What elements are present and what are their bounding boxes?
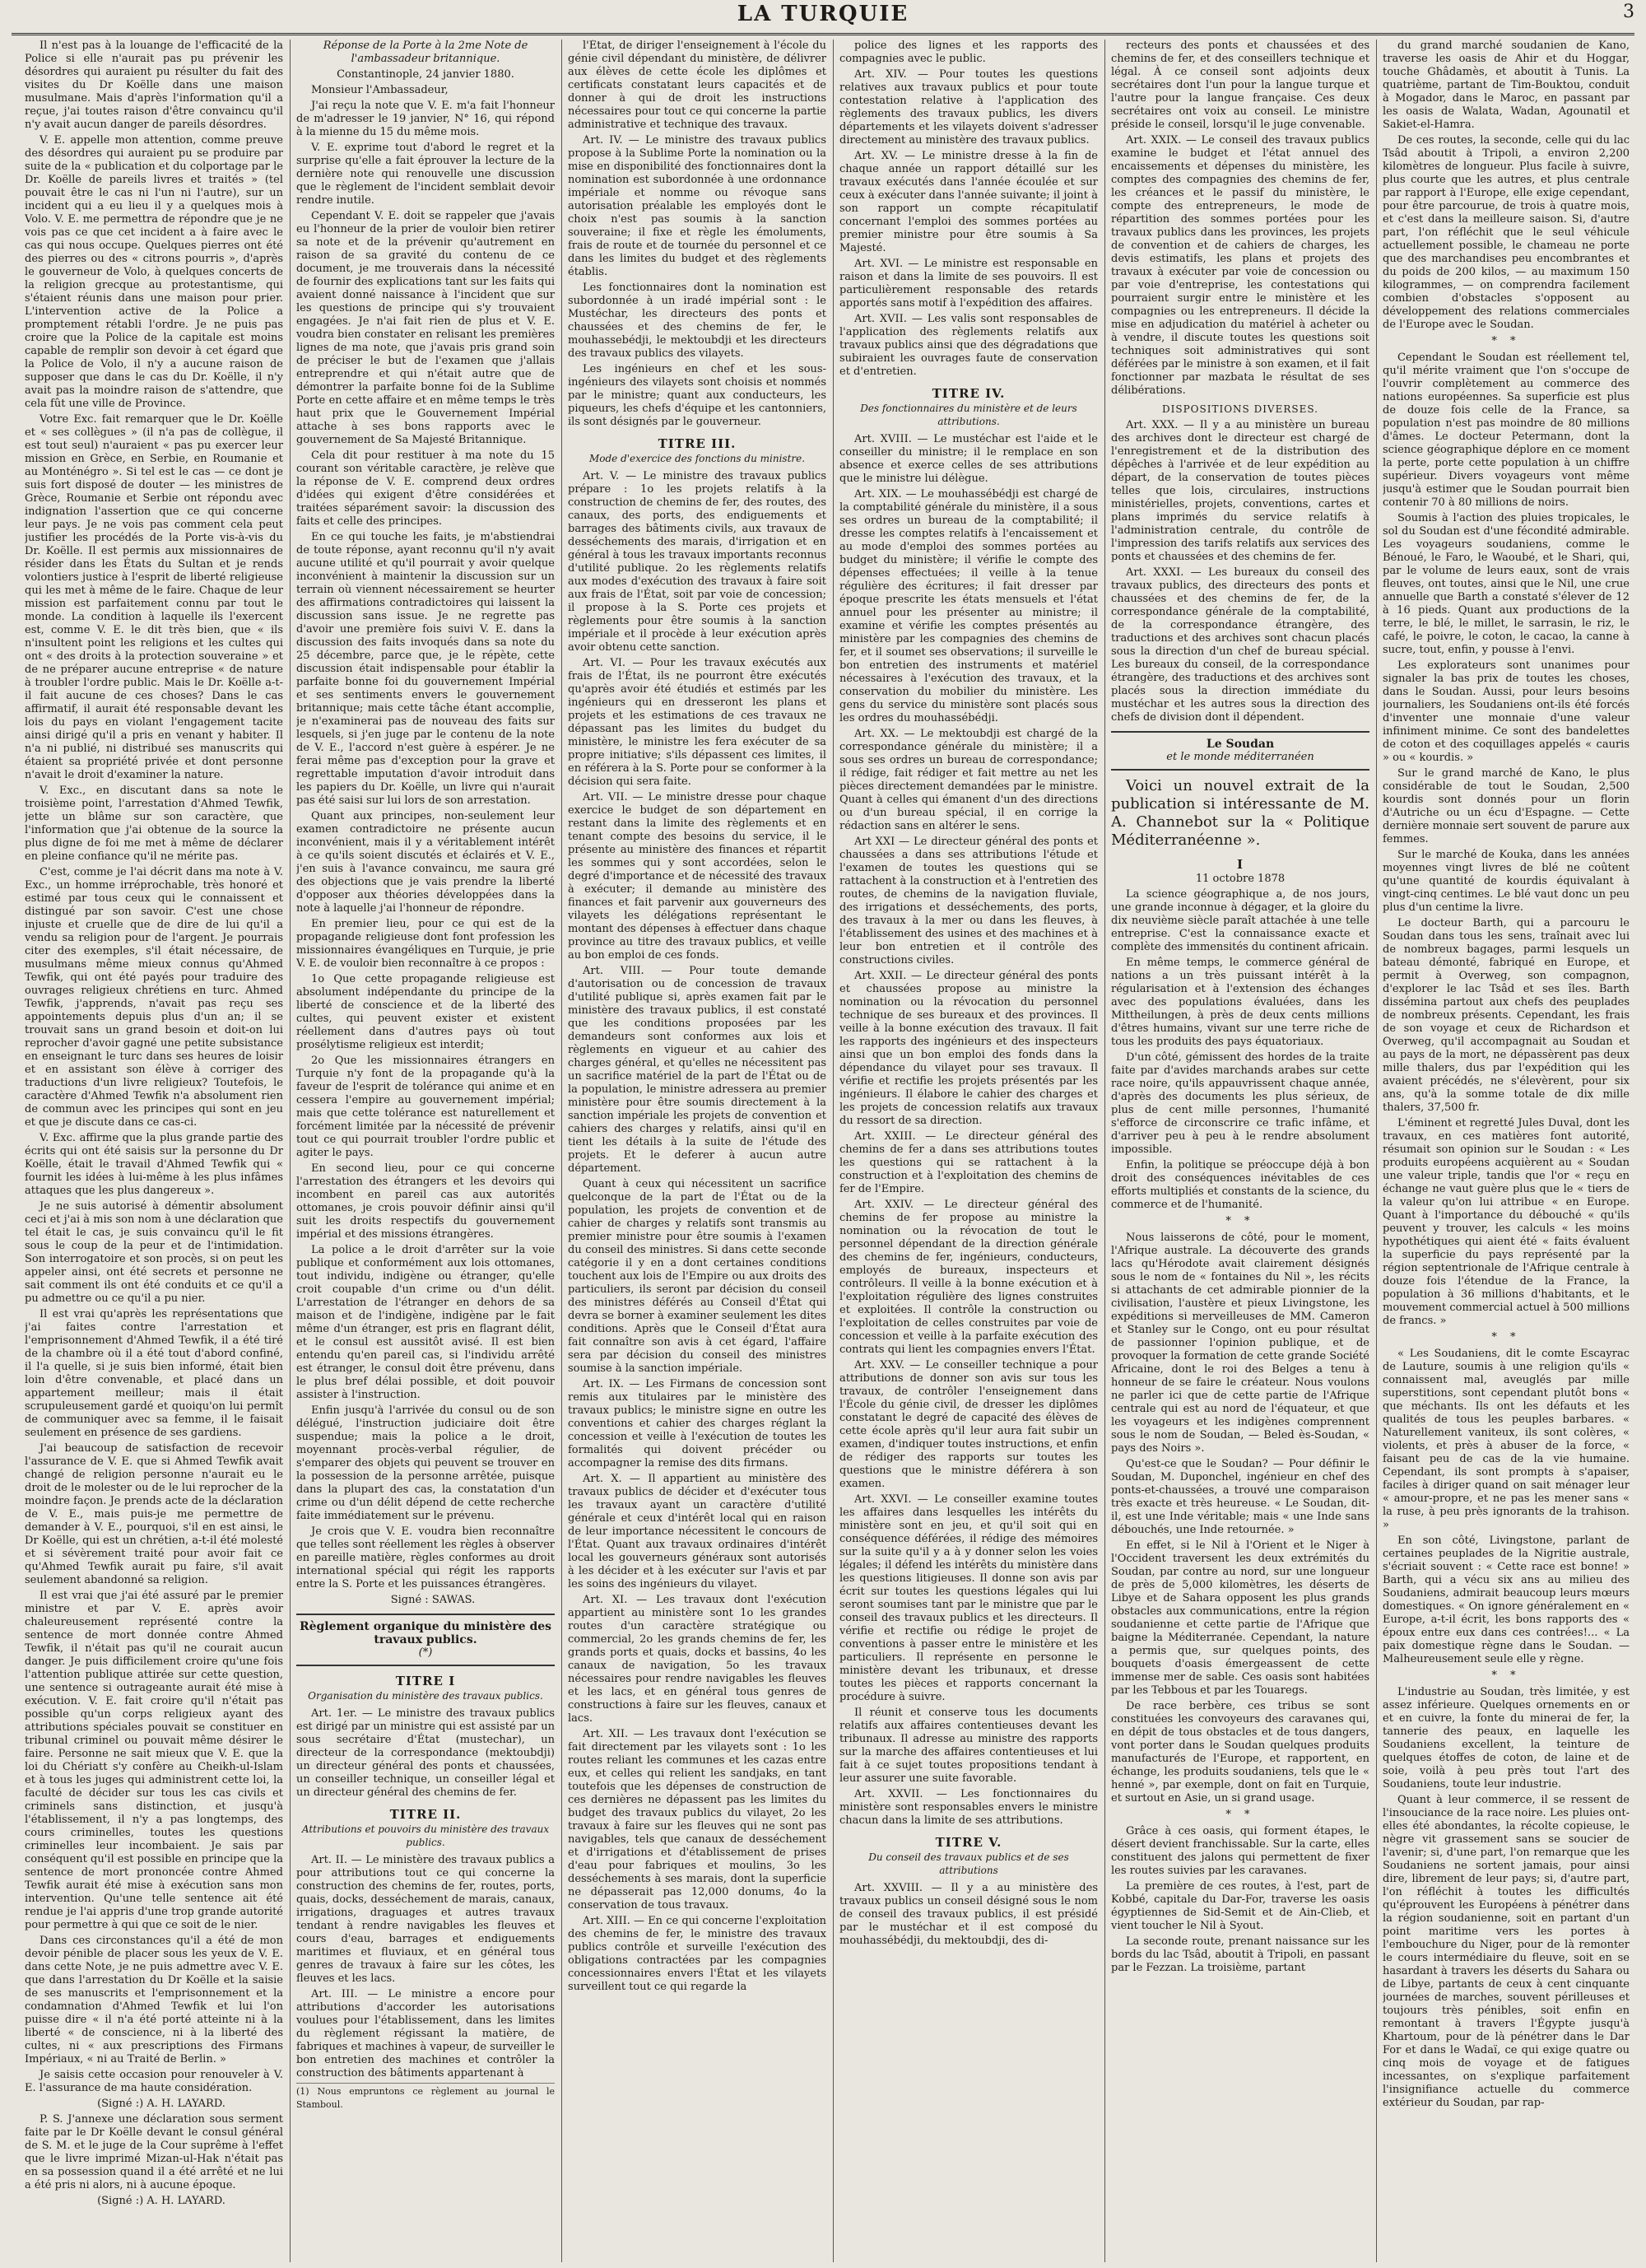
paragraph: Art. XVIII. — Le mustéchar est l'aide et le conseiller du ministre; il le remplace en son absence et exerce celles de ses attributions que le ministre lui délègue. (839, 433, 1098, 485)
paragraph: V. E. appelle mon attention, comme preuve des désordres qui auraient pu se produire par suite de la « publication et du colportage par le Dr. Koëlle de pareils livres et traités » (tel pouvait être le cas ni l'un ni l'autre), sur un incident qui a eu lieu il y a quelques mois à Volo. V. E. me permettra de répondre que je ne vois pas ce que cet incident a à faire avec le cas qui nous occupe. Quelques pierres ont été des pierres ou des « citrons pourris », d'après le gouverneur de Volo, à quelques concerts de la religion grecque au protestantisme, qui s'étaient réunis dans une maison pour prier. L'intervention active de la Police a promptement rétabli l'ordre. Je ne puis pas croire que la Police de la capitale est moins capable de remplir son devoir à cet égard que la Police de Volo, il n'y a aucune raison de supposer que dans le cas du Dr. Koëlle, il n'y avait pas la moindre raison de s'attendre, que cela fût une ville de Province. (25, 134, 283, 410)
section-divider: * * (1491, 335, 1521, 347)
paragraph: J'ai reçu la note que V. E. m'a fait l'honneur de m'adresser le 19 janvier, N° 16, qui répond à la mienne du 15 du même mois. (296, 100, 555, 138)
paragraph: Art. XXVII. — Les fonctionnaires du ministère sont responsables envers le ministre chacun dans la limite de ses attributions. (839, 1788, 1098, 1827)
paragraph: Soumis à l'action des pluies tropicales, le sol du Soudan est d'une fécondité admirable. Les voyageurs soudaniens, comme le Bénoué, le Faro, le Waoubé, et le Shari, qui, par le volume de leurs eaux, sont de vrais fleuves, ont toutes, ainsi que le Nil, une crue annuelle que Barth a constaté s'élever de 12 à 16 pieds. Quant aux productions de la terre, le blé, le millet, le sarrasin, le riz, le café, le poivre, le coton, le cacao, la canne à sucre, tout, enfin, y pousse à l'envi. (1383, 512, 1630, 656)
paragraph: Les fonctionnaires dont la nomination est subordonnée à un iradé impérial sont : le Mustéchar, les directeurs des ponts et chaussées et des chemins de fer, le mouhassebédji, le mektoubdji et les directeurs des travaux publics des vilayets. (568, 282, 826, 360)
titre-heading: TITRE IV. (932, 386, 1006, 401)
paragraph: Art XXI — Le directeur général des ponts et chaussées a dans ses attributions l'étude et l'examen de toutes les questions qui se rattachent à la construction et à l'entretien des routes, de chemins de la navigation fluviale, des irrigations et desséchements, des ports, des travaux à la mer ou dans les fleuves, à l'établissement des usines et des machines et à leur bon entretien et il contrôle des constructions civiles. (839, 836, 1098, 966)
signature: (Signé :) A. H. LAYARD. (97, 2195, 226, 2207)
paragraph: recteurs des ponts et chaussées et des chemins de fer, et des conseillers technique et légal. À ce conseil sont adjoints deux secrétaires dont l'un pour la langue turque et l'autre pour la langue française. Ces deux secrétaires ont voix au conseil. Le ministre préside le conseil, lorsqu'il le juge convenable. (1111, 40, 1369, 131)
paragraph: V. E. exprime tout d'abord le regret et la surprise qu'elle a fait éprouver la lecture de la dernière note qui renouvelle une discussion que le règlement de l'incident semblait devoir rendre inutile. (296, 142, 555, 207)
paragraph: Je saisis cette occasion pour renouveler à V. E. l'assurance de ma haute considération. (25, 2069, 283, 2094)
roman-numeral: I (1236, 857, 1244, 872)
titre-subheading: Des fonctionnaires du ministère et de leurs attributions. (860, 403, 1077, 427)
paragraph: l'État, de diriger l'enseignement à l'école du génie civil dépendant du ministère, de délivrer aux élèves de cette école les diplômes et certificats constatant leurs capacités et de donner à qui de droit les instructions nécessaires pour tout ce qui concerne la partie administrative et technique des travaux. (568, 40, 826, 131)
paragraph: Art. V. — Le ministre des travaux publics prépare : 1o les projets relatifs à la construction de chemins de fer, des routes, des canaux, des ports, des endiguements et barrages des bâtiments civils, aux travaux de desséchements des marais, d'irrigation et en général à tous les travaux importants reconnus d'utilité publique. 2o les règlements relatifs aux modes d'exécution des travaux à faire soit aux frais de l'État, soit par voie de concession; il propose à la S. Porte ces projets et règlements pour être soumis à la sanction impériale et il procède à leur exécution après avoir obtenu cette sanction. (568, 470, 826, 654)
section-divider: * * (1491, 1670, 1521, 1682)
soudan-intro: Voici un nouvel extrait de la publication si intéressante de M. A. Channebot sur la « Politique Méditerranéenne ». (1111, 777, 1369, 849)
columns-container (25, 40, 1631, 2262)
paragraph: Art. XXIX. — Le conseil des travaux publics examine le budget et l'état annuel des encaissements et dépenses du ministère, les comptes des compagnies des chemins de fer, les créances et le passif du ministère, le compte des entrepreneurs, le mode de répartition des sommes portées pour les travaux publics dans les provinces, les projets de convention et de cahiers de charges, les devis estimatifs, les plans et projets des travaux à exécuter par voie de concession ou par voie d'entreprise, les contestations qui pourraient surgir entre le ministère et les compagnies ou les entrepreneurs. Il décide la mise en adjudication du matériel à acheter ou à vendre, il discute toutes les questions soit techniques soit administratives qui sont déférées par le ministre à son examen, et il fait fonctionner par mazbata le résultat de ses délibérations. (1111, 134, 1369, 397)
paragraph: Sur le marché de Kouka, dans les années moyennes vingt livres de blé ne coûtent qu'une quantité de kourdis équivalant à vingt-cinq centimes. Le blé vaut donc un peu plus d'un centime la livre. (1383, 849, 1630, 914)
paragraph: Nous laisserons de côté, pour le moment, l'Afrique australe. La découverte des grands lacs qu'Hérodote avait clairement désignés sous le nom de « fontaines du Nil », les récits si attachants de cet admirable pionnier de la civilisation, l'austère et pieux Livingstone, les expéditions si merveilleuses de MM. Cameron et Stanley sur le Congo, ont eu pour résultat de passionner l'opinion publique, et de provoquer la formation de cette grande Société Africaine, dont le roi des Belges a tenu à honneur de se faire le créateur. Nous voulons ne parler ici que de cette partie de l'Afrique centrale qui est au nord de l'équateur, et que les voyageurs et les indigènes comprennent sous le nom de Soudan, — Beled ès-Soudan, « pays des Noirs ». (1111, 1232, 1369, 1455)
page-number: 3 (1623, 2, 1634, 22)
column-2 (296, 40, 555, 2262)
column-divider (833, 40, 834, 2262)
article-heading: Réponse de la Porte à la 2me Note de l'ambassadeur britannique. (323, 40, 528, 65)
column-divider (1376, 40, 1377, 2262)
regulation-title-box (296, 1614, 555, 1666)
header-rule (12, 33, 1634, 35)
postscript: P. S. J'annexe une déclaration sous serment faite par le Dr Koëlle devant le consul général de S. M. et le juge de la Cour suprême à l'effet que le livre imprimé Mizan-ul-Hak n'était pas en sa possession quand il a été arrêté et ne lui a été pris ni alors, ni à aucune époque. (25, 2113, 283, 2191)
paragraph: Je ne suis autorisé à démentir absolument ceci et j'ai à mis son nom à une déclaration que tel était le cas, je suis convaincu qu'il le fit sous le coup de la peur et de l'intimidation. Son interrogatoire et son procès, si on peut les appeler ainsi, ont été secrets et personne ne sait comment ils ont été conduits et ce qu'il a pu admettre ou ce qu'il a pu nier. (25, 1200, 283, 1305)
titre-heading: TITRE III. (658, 436, 737, 451)
paragraph: Quant aux principes, non-seulement leur examen contradictoire ne présente aucun inconvénient, mais il y a véritablement intérêt à ce qu'ils soient discutés et éclairés et V. E., j'en suis à l'avance convaincu, me saura gré des objections que je vais prendre la liberté d'opposer aux théories développées dans la note à laquelle j'ai l'honneur de répondre. (296, 810, 555, 915)
paragraph: Quant à leur commerce, il se ressent de l'insouciance de la race noire. Les pluies ont-elles été abondantes, la récolte copieuse, le nègre vit grassement sans se soucier de l'avenir; si, d'une part, l'on remarque que les Soudaniens ne sortent jamais, pour ainsi dire, librement de leur pays; si, d'autre part, l'on réfléchit à toutes les difficultés qu'éprouvent les Européens à pénétrer dans la région soudanienne, soit en partant d'un point maritime vers les portes à l'embouchure du Niger, pour de là remonter le cours intermédiaire du fleuve, soit en se hasardant à travers les déserts du Sahara ou de Libye, partants de ceux à cent cinquante journées de marches, souvent périlleuses et toujours très pénibles, soit enfin en remontant à travers l'Égypte jusqu'à Khartoum, pour de là pénétrer dans le Dar For et dans le Wadaï, ce qui exige quatre ou cinq mois de voyage et de fatigues incessantes, on s'explique parfaitement l'insignifiance actuelle du commerce extérieur du Soudan, par rap- (1383, 1794, 1630, 2109)
paragraph: « Les Soudaniens, dit le comte Escayrac de Lauture, soumis à une religion qu'ils « connaissent mal, aveuglés par mille superstitions, sont cependant plutôt bons « que méchants. Ils ont les défauts et les qualités de tous les peuples barbares. « Naturellement vaniteux, ils sont colères, « violents, et près à abuser de la force, « faisant peu de cas de la vie humaine. Cependant, ils sont prompts à s'apaiser, faciles à diriger quand on sait ménager leur « amour-propre, et ne pas les mener sans « la ruse, à peu près ignorants de la trahison. » (1383, 1348, 1630, 1531)
regulation-title: Règlement organique du ministère des travaux publics. (299, 1620, 552, 1646)
paragraph: Art. XVI. — Le ministre est responsable en raison et dans la limite de ses pouvoirs. Il est particulièrement responsable des retards apportés sans motif à l'expédition des affaires. (839, 258, 1098, 310)
paragraph: Il est vrai qu'après les représentations que j'ai faites contre l'arrestation et l'emprisonnement d'Ahmed Tewfik, il a été tiré de la chambre où il a été tout d'abord confiné, il l'a quelle, si je suis bien informé, était bien loin d'être convenable, et placé dans un appartement meilleur; mais il était scrupuleusement gardé et quoiqu'on lui permît de communiquer avec sa femme, il le faisait seulement en présence de ses gardiens. (25, 1308, 283, 1439)
paragraph: Dans ces circonstances qu'il a été de mon devoir pénible de placer sous les yeux de V. E. dans cette Note, je ne puis admettre avec V. E. que dans l'arrestation du Dr Koëlle et la saisie de ses manuscrits et l'emprisonnement et la condamnation d'Ahmed Tewfik et lui l'on puisse dire « il n'a été porté atteinte ni à la liberté « de conscience, ni à la liberté des cultes, ni « aux prescriptions des Firmans Impériaux, « ni au Traité de Berlin. » (25, 1935, 283, 2065)
paragraph: Enfin jusqu'à l'arrivée du consul ou de son délégué, l'instruction judiciaire doit être suspendue; mais la police a le droit, moyennant procès-verbal régulier, de s'emparer des objets qui peuvent se trouver en la possession de la personne arrêtée, puisque dans la plupart des cas, la constatation d'un crime ou d'un délit dépend de cette recherche faite immédiatement sur le prévenu. (296, 1404, 555, 1522)
paragraph: J'ai beaucoup de satisfaction de recevoir l'assurance de V. E. que si Ahmed Tewfik avait changé de religion personne n'aurait eu le droit de le molester ou de le lui reprocher de la moindre façon. Je prends acte de la déclaration de V. E., mais puis-je me permettre de demander à V. E., pourquoi, s'il en est ainsi, le Dr Koëlle, qui est un chrétien, a-t-il été molesté et si sévèrement traité pour avoir fait ce qu'Ahmed Tewfik aurait pu faire, s'il avait seulement abandonné sa religion. (25, 1442, 283, 1586)
titre-subheading: Attributions et pouvoirs du ministère des travaux publics. (301, 1823, 550, 1848)
paragraph: 2o Que les missionnaires étrangers en Turquie n'y font de la propagande qu'à la faveur de l'esprit de tolérance qui anime et en cessera l'empire au gouvernement impérial; mais que cette tolérance est naturellement et forcément limitée par la nécessité de prévenir tout ce qui pourrait troubler l'ordre public et agiter le pays. (296, 1055, 555, 1159)
paragraph: V. Exc. affirme que la plus grande partie des écrits qui ont été saisis sur la personne du Dr Koëlle, était le travail d'Ahmed Tewfik qui « fournit les idées à lui-même à les plus infâmes attaques que les plus dangereux ». (25, 1132, 283, 1197)
paragraph: En premier lieu, pour ce qui est de la propagande religieuse dont font profession les missionnaires évangéliques en Turquie, je prie V. E. de vouloir bien reconnaître à ce propos : (296, 918, 555, 970)
paragraph: En ce qui touche les faits, je m'abstiendrai de toute réponse, ayant reconnu qu'il n'y avait aucune utilité et qu'il pourrait y avoir quelque inconvénient à maintenir la discussion sur un terrain où viennent nécessairement se heurter des affirmations contradictoires qui laissent la discussion sans issue. Je ne regrette pas d'avoir une première fois suivi V. E. dans la discussion des faits invoqués dans sa note du 25 décembre, parce que, je le répète, cette discussion était indispensable pour établir la parfaite bonne foi du gouvernement Impérial et ses sentiments envers le gouvernement britannique; mais cette tâche étant accomplie, je n'examinerai pas de nouveau des faits sur lesquels, si j'en juge par le contenu de la note de V. E., l'accord n'est guère à espérer. Je ne ferai même pas d'exception pour la grave et regrettable imputation d'avoir introduit dans les papiers du Dr. Koëlle, un livre qui n'aurait pas été saisi sur lui lors de son arrestation. (296, 531, 555, 807)
paragraph: Art. III. — Le ministre a encore pour attributions d'accorder les autorisations voulues pour l'établissement, dans les limites du règlement régissant la matière, de fabriques et machines à vapeur, de surveiller le bon entretien des machines et contrôler la construction des bâtiments appartenant à (296, 1988, 555, 2079)
paragraph: Art. XIX. — Le mouhassébédji est chargé de la comptabilité générale du ministère, il a sous ses ordres un bureau de la comptabilité; il dresse les comptes relatifs à l'encaissement et au mode d'emploi des sommes portées au budget du ministère; il vérifie le compte des dépenses effectuées; il veille à la tenue régulière des écritures; il fait dresser par époque prescrite les états mensuels et l'état annuel pour les présenter au ministre; il examine et vérifie les comptes présentés au ministère par les compagnies des chemins de fer, et il soumet ses observations; il surveille le bon entretien des instruments et matériel nécessaires à l'exécution des travaux, et la conservation du mobilier du ministère. Les gens du service du ministère sont placés sous les ordres du mouhassébédji. (839, 488, 1098, 724)
paragraph: Art. IV. — Le ministre des travaux publics propose à la Sublime Porte la nomination ou la mise en disponibilité des fonctionnaires dont la nomination est subordonnée à une ordonnance impériale et nomme ou révoque sans autorisation préalable les employés dont le choix n'est pas soumis à la sanction souveraine; il fixe et règle les émoluments, frais de route et de tournée du personnel et ce dans les limites du budget et des règlements établis. (568, 134, 826, 278)
soudan-date: 11 octobre 1878 (1195, 873, 1286, 885)
newspaper-title: LA TURQUIE (737, 2, 909, 26)
column-1 (25, 40, 283, 2262)
footnote: (1) Nous empruntons ce règlement au journal le Stamboul. (296, 2083, 555, 2112)
paragraph: Les ingénieurs en chef et les sous-ingénieurs des vilayets sont choisis et nommés par le ministre; quant aux conducteurs, les piqueurs, les chefs d'équipe et les cantonniers, ils sont désignés par le gouverneur. (568, 363, 826, 428)
paragraph: Art. XV. — Le ministre dresse à la fin de chaque année un rapport détaillé sur les travaux exécutés dans l'année écoulée et sur ceux à exécuter dans l'année suivante; il joint à son rapport un compte récapitulatif concernant l'emploi des sommes portées au premier ministre pour être soumis à Sa Majesté. (839, 150, 1098, 254)
section-divider: * * (1491, 1331, 1521, 1344)
titre-heading: TITRE II. (389, 1807, 462, 1822)
titre-heading: TITRE I (395, 1674, 456, 1688)
paragraph: Art. XII. — Les travaux dont l'exécution se fait directement par les vilayets sont : 1o les routes reliant les communes et les cazas entre eux, et celles qui relient les sandjaks, en tant toutefois que les dépenses de construction de ces dernières ne dépassent pas les limites du budget des travaux publics du vilayet, 2o les travaux à faire sur les fleuves qui ne sont pas navigables, tels que canaux de desséchement et d'irrigations et d'établissement de prises d'eau pour fabriques et moulins, 3o les desséchements à ses marais, dont la superficie ne dépasserait pas 12,000 donums, 4o la conservation de tous travaux. (568, 1728, 826, 1912)
column-divider (290, 40, 291, 2262)
paragraph: Il réunit et conserve tous les documents relatifs aux affaires contentieuses devant les tribunaux. Il adresse au ministre des rapports sur la marche des affaires contentieuses et lui fait à ce sujet toutes propositions tendant à leur assurer une suite favorable. (839, 1707, 1098, 1785)
paragraph: C'est, comme je l'ai décrit dans ma note à V. Exc., un homme irréprochable, très honoré et estimé par tous ceux qui le connaissent et distingué par son savoir. C'est une chose injuste et cruelle que de dire de lui qu'il a vendu sa religion pour de l'argent. Je pourrais citer des exemples, s'il était nécessaire, de musulmans même mieux connus qu'Ahmed Tewfik, qui ont été payés pour traduire des ouvrages religieux chrétiens en turc. Ahmed Tewfik, j'apprends, n'avait pas reçu ses appointements depuis plus d'un an; il se trouvait sans un grand besoin et doit-on lui reprocher d'avoir gagné une petite subsistance en enseignant le turc dans ses heures de loisir et en assistant son élève à corriger des traductions d'un livre religieux? Toutefois, le caractère d'Ahmed Tewfik n'a absolument rien de commun avec les principes qui sont en jeu et que je discute dans ce cas-ci. (25, 866, 283, 1129)
regulation-note-mark: (*) (418, 1646, 433, 1659)
column-divider (1104, 40, 1105, 2262)
paragraph: En son côté, Livingstone, parlant de certaines peuplades de la Nigritie australe, s'écriait souvent : « Cette race est bonne! » Barth, qui a vécu six ans au milieu des Soudaniens, admirait beaucoup leurs mœurs domestiques. « On ignore généralement en « Europe, a-t-il écrit, les bons rapports des « époux entre eux dans ces contrées!... « La paix domestique règne dans le Soudan. — Malheureusement seule elle y règne. (1383, 1535, 1630, 1665)
paragraph: Art. XX. — Le mektoubdji est chargé de la correspondance générale du ministère; il a sous ses ordres un bureau de correspondance; il rédige, fait rédiger et fait mettre au net les pièces directement demandées par le ministre. Quant à celles qui émanent d'un des directions ou d'un bureau spécial, il en corrige la rédaction sans en altérer le sens. (839, 728, 1098, 832)
paragraph: Art. XXVIII. — Il y a au ministère des travaux publics un conseil désigné sous le nom de conseil des travaux publics, il est présidé par le mustéchar et il est composé du mouhassébédji, du mektoubdji, des di- (839, 1882, 1098, 1947)
paragraph: Art. VI. — Pour les travaux exécutés aux frais de l'État, ils ne pourront être exécutés qu'après avoir été étudiés et estimés par les ingénieurs qui en dresseront les plans et projets et les estimations de ces travaux ne dépassant pas les limites du budget du ministère, le ministre les fera exécuter de sa propre initiative; s'ils dépassent ces limites, il en référera à la S. Porte pour se conformer à la décision qui sera faite. (568, 657, 826, 788)
signature: Signé : SAWAS. (390, 1594, 476, 1606)
paragraph: 1o Que cette propagande religieuse est absolument indépendante du principe de la liberté de conscience et de la liberté des cultes, qui peuvent exister et existent réellement dans d'autres pays où tout prosélytisme religieux est interdit; (296, 973, 555, 1051)
paragraph: Art. XXIII. — Le directeur général des chemins de fer a dans ses attributions toutes les questions qui se rattachent à la construction et à l'exploitation des chemins de fer de l'Empire. (839, 1130, 1098, 1195)
soudan-title-box (1111, 731, 1369, 771)
paragraph: Grâce à ces oasis, qui forment étapes, le désert devient franchissable. Sur la carte, elles constituent des jalons qui permettent de fixer les routes suivies par les caravanes. (1111, 1825, 1369, 1877)
paragraph: Il est vrai que j'ai été assuré par le premier ministre et par V. E. après avoir chaleureusement représenté contre la sentence de mort donnée contre Ahmed Tewfik, il n'était pas qu'il ne courait aucun danger. Je puis difficilement croire qu'une fois l'attention publique attirée sur cette question, une sentence si outrageante aurait été mise à exécution. V. E. fait croire qu'il n'était pas possible qu'un corps religieux ayant des attributions spéciales pouvait se constituer en tribunal criminel ou pouvait même désirer le faire. Personne ne sait mieux que V. E. que la loi du Chériatt s'y confère au Cheikh-ul-Islam et à tous les juges qui administrent cette loi, la faculté de décider sur tous les cas civils et criminels sans distinction, et jusqu'à l'établissement, il n'y a pas longtemps, des cours criminelles, toutes les questions criminelles leur incombaient. Je sais par conséquent qu'il est possible en principe que la sentence de mort prononcée contre Ahmed Tewfik aurait été mise à exécution sans mon intervention. Qu'une telle sentence ait été rendue je l'ai appris d'une trop grande autorité pour permettre à qui que ce soit de le nier. (25, 1590, 283, 1931)
titre-subheading: Du conseil des travaux publics et de ses attributions (868, 1851, 1069, 1876)
paragraph: La police a le droit d'arrêter sur la voie publique et conformément aux lois ottomanes, tout individu, indigène ou étranger, qu'elle croit coupable d'un crime ou d'un délit. L'arrestation de l'étranger en dehors de sa maison et de l'indigène, indigène par le fait même d'un étranger, est pris en flagrant délit, et le consul est aussitôt avisé. Il est bien entendu qu'en pareil cas, si l'individu arrêté est étranger, le consul doit être prévenu, dans le plus bref délai possible, et doit pouvoir assister à l'instruction. (296, 1244, 555, 1401)
paragraph: Art. XXII. — Le directeur général des ponts et chaussées propose au ministre la nomination ou la révocation du personnel technique de ses bureaux et des provinces. Il veille à la bonne exécution des travaux. Il fait les rapports des ingénieurs et des inspecteurs ainsi que un bon emploi des fonds dans la dépendance du vilayet pour ses travaux. Il vérifie et rectifie les projets présentés par les ingénieurs. Il élabore le cahier des charges et les projets de concession relatifs aux travaux du ressort de sa direction. (839, 970, 1098, 1127)
paragraph: V. Exc., en discutant dans sa note le troisième point, l'arrestation d'Ahmed Tewfik, jette un blâme sur son caractère, que l'information que j'ai obtenue de la source la plus digne de foi me met à même de déclarer en pleine confiance qu'il ne mérite pas. (25, 785, 283, 863)
paragraph: Les explorateurs sont unanimes pour signaler la bas prix de toutes les choses, dans le Soudan. Aussi, pour leurs besoins journaliers, les Soudaniens ont-ils été forcés d'inventer une monnaie d'une valeur infiniment minime. Ce sont des bandelettes de coton et des coquillages appelés « cauris » ou « kourdis. » (1383, 659, 1630, 764)
paragraph: Je crois que V. E. voudra bien reconnaître que telles sont réellement les règles à observer en pareille matière, règles conformes au droit international spécial qui régit les rapports entre la S. Porte et les puissances étrangères. (296, 1525, 555, 1590)
titre-subheading: Organisation du ministère des travaux publics. (308, 1690, 543, 1702)
paragraph: La science géographique a, de nos jours, une grande inconnue à dégager, et la gloire du dix neuvième siècle paraît attachée à une telle entreprise. C'est la connaissance exacte et complète des immensités du continent africain. (1111, 888, 1369, 953)
section-divider: * * (1225, 1215, 1255, 1227)
paragraph: La seconde route, prenant naissance sur les bords du lac Tsâd, aboutit à Tripoli, en passant par le Fezzan. La troisième, partant (1111, 1935, 1369, 1974)
column-6 (1383, 40, 1630, 2262)
paragraph: Qu'est-ce que le Soudan? — Pour définir le Soudan, M. Duponchel, ingénieur en chef des ponts-et-chaussées, a trouvé une comparaison très exacte et très heureuse. « Le Soudan, dit-il, est une Inde véritable; mais « une Inde sans débouchés, une Inde retournée. » (1111, 1458, 1369, 1536)
dateline: Constantinople, 24 janvier 1880. (337, 68, 514, 81)
paragraph: police des lignes et les rapports des compagnies avec le public. (839, 40, 1098, 65)
paragraph: Art. II. — Le ministère des travaux publics a pour attributions tout ce qui concerne la construction des chemins de fer, routes, ports, quais, docks, desséchement de marais, canaux, irrigations, draguages et autres travaux tendant à rendre navigables les fleuves et cours d'eau, barrages et endiguements maritimes et fluviaux, et en général tous genres de travaux à faire sur les côtes, les fleuves et les lacs. (296, 1854, 555, 1985)
paragraph: Art. XI. — Les travaux dont l'exécution appartient au ministère sont 1o les grandes routes d'un caractère stratégique ou commercial, 2o les grands chemins de fer, les grands ports et quais, docks et bassins, 4o les canaux de navigation, 5o les travaux nécessaires pour rendre navigables les fleuves et les lacs, et en général tous genres de constructions à faire sur les fleuves, canaux et lacs. (568, 1594, 826, 1725)
paragraph: Art. XVII. — Les valis sont responsables de l'application des règlements relatifs aux travaux publics ainsi que des dégradations que subiraient les ouvrages faute de conservation et d'entretien. (839, 313, 1098, 378)
soudan-subtitle: et le monde méditerranéen (1166, 751, 1314, 763)
column-3 (568, 40, 826, 2262)
column-5 (1111, 40, 1369, 2262)
paragraph: du grand marché soudanien de Kano, traverse les oasis de Ahir et du Hoggar, touche Ghâdamès, et aboutit à Tunis. La quatrième, partant de Tim-Bouktou, conduit à Mogador, dans le Maroc, en passant par les oasis de Walata, Wadan, Agounatil et Sakiet-el-Hamra. (1383, 40, 1630, 131)
dispositions-heading: DISPOSITIONS DIVERSES. (1162, 403, 1318, 415)
paragraph: Quant à ceux qui nécessitent un sacrifice quelconque de la part de l'État ou de la population, les projets de convention et de cahier de charges y relatifs sont transmis au premier ministre pour être soumis à l'examen du conseil des ministres. Si dans cette seconde catégorie il y en a dont certaines conditions touchent aux lois de l'Empire ou aux droits des particuliers, ils seront par décision du conseil des ministres déférés au Conseil d'État qui devra se borner à examiner seulement les dites conditions. Après que le Conseil d'État aura fait connaître son avis à cet égard, l'affaire sera par décision du conseil des ministres soumise à la sanction impériale. (568, 1178, 826, 1375)
paragraph: Art. XIV. — Pour toutes les questions relatives aux travaux publics et pour toute contestation relative à l'application des règlements des travaux publics, les divers départements et les vilayets doivent s'adresser directement au ministère des travaux publics. (839, 68, 1098, 147)
paragraph: Cependant V. E. doit se rappeler que j'avais eu l'honneur de la prier de vouloir bien retirer sa note et de la prévenir qu'autrement en raison de sa gravité du contenu de ce document, je me trouverais dans la nécessité de fournir des explications tant sur les faits qui avaient donné naissance à l'incident que sur les questions de principe qui s'y trouvaient engagées. Je n'ai fait rien de plus et V. E. voudra bien constater en relisant les premières lignes de ma note, que j'avais pris grand soin de préciser le but de l'examen que j'allais entreprendre et qui n'était autre que de démontrer la parfaite bonne foi de la Sublime Porte en cette affaire et en même temps le très haut prix que le Gouvernement Impérial attache à ses bons rapports avec le gouvernement de Sa Majesté Britannique. (296, 210, 555, 446)
paragraph: Art. XXXI. — Les bureaux du conseil des travaux publics, des directeurs des ponts et chaussées et des chemins de fer, de la correspondance générale de la comptabilité, de la correspondance étrangère, des traductions et des archives sont chacun placés sous la direction d'un chef de bureau spécial. Les bureaux du conseil, de la correspondance étrangère, des traductions et des archives sont placés sous la direction immédiate du mustéchar et les autres sous la direction des chefs de division dont il dépendent. (1111, 566, 1369, 724)
paragraph: En même temps, le commerce général de nations a un très puissant intérêt à la régularisation et à l'extension des échanges avec des populations évaluées, dans les Mittheilungen, à près de deux cents millions d'êtres humains, vivant sur une terre riche de tous les produits des pays équatoriaux. (1111, 957, 1369, 1048)
column-divider (561, 40, 562, 2262)
paragraph: Art. XIII. — En ce qui concerne l'exploitation des chemins de fer, le ministre des travaux publics contrôle et surveille l'exécution des obligations contractées par les compagnies concessionnaires envers l'État et les vilayets surveillent tout ce qui regarde la (568, 1915, 826, 1993)
section-divider: * * (1225, 1809, 1255, 1821)
column-4 (839, 40, 1098, 2262)
paragraph: De ces routes, la seconde, celle qui du lac Tsâd aboutit à Tripoli, a environ 2,200 kilomètres de longueur. Plus facile à suivre, plus courte que les autres, et plus centrale par rapport à l'Europe, elle exige cependant, pour être parcourue, de trois à quatre mois, et c'est dans la meilleure saison. Si, d'autre part, l'on réfléchit que le seul véhicule actuellement possible, le chameau ne porte que des marchandises peu encombrantes et du poids de 200 kilos, — au maximum 150 kilogrammes, — on comprendra facilement combien d'obstacles s'opposent au développement des relations commerciales de l'Europe avec le Soudan. (1383, 134, 1630, 331)
signature: (Signé :) A. H. LAYARD. (97, 2098, 226, 2110)
paragraph: Cependant le Soudan est réellement tel, qu'il mérite vraiment que l'on s'occupe de l'ouvrir complètement au commerce des nations européennes. Sa superficie est plus de douze fois celle de la France, sa population n'est pas moindre de 80 millions d'âmes. Le docteur Petermann, dont la science géographique déplore en ce moment la perte, porte cette population à un chiffre supérieur. Divers voyageurs vont même jusqu'à estimer que le Soudan pourrait bien contenir 70 à 80 millions de noirs. (1383, 352, 1630, 509)
paragraph: L'industrie au Soudan, très limitée, y est assez inférieure. Quelques ornements en or et en cuivre, la fonte du minerai de fer, la tannerie des peaux, en laquelle les Soudaniens excellent, la teinture de quelques étoffes de coton, de laine et de soie, voilà à peu près tout l'art des Soudaniens, toute leur industrie. (1383, 1686, 1630, 1791)
paragraph: L'éminent et regretté Jules Duval, dont les travaux, en ces matières font autorité, résumait son opinion sur le Soudan : « Les produits européens acquièrent au « Soudan une valeur triple, tandis que l'or « reçu en échange ne vaut guère plus que le « tiers de la valeur qu'on lui attribue « en Europe. Quant à l'importance du débouché « qu'ils peuvent y trouver, les calculs « les moins hypothétiques qui aient été « faits évaluent la superficie du pays représenté par la région septentrionale de l'Afrique centrale à douze fois l'étendue de la France, la population à 36 millions d'habitants, et le mouvement commercial actuel à 500 millions de francs. » (1383, 1117, 1630, 1327)
titre-subheading: Mode d'exercice des fonctions du ministre. (588, 453, 806, 464)
paragraph: Enfin, la politique se préoccupe déjà à bon droit des conséquences inévitables de ces efforts multipliés et constants de la science, du commerce et de l'humanité. (1111, 1159, 1369, 1211)
paragraph: Art. IX. — Les Firmans de concession sont remis aux titulaires par le ministère des travaux publics; le ministre signe en outre les conventions et cahier des charges réglant la concession et veille à l'exécution de toutes les formalités qui doivent précéder ou accompagner la remise des dits firmans. (568, 1378, 826, 1469)
paragraph: Art. XXX. — Il y a au ministère un bureau des archives dont le directeur est chargé de l'enregistrement et de la distribution des dépêches à l'arrivée et de leur expédition au départ, de la conservation de toutes pièces telles que lois, circulaires, instructions ministérielles, projets, conventions, cartes et plans imprimés du service relatifs à l'administration centrale, du contrôle de l'impression des tarifs relatifs aux services des ponts et chaussées et des chemins de fer. (1111, 419, 1369, 563)
paragraph: Sur le grand marché de Kano, le plus considérable de tout le Soudan, 2,500 kourdis sont donnés pour un florin d'Autriche ou un écu d'Espagne. — Cette dernière monnaie sert souvent de parure aux femmes. (1383, 767, 1630, 845)
paragraph: Art. XXVI. — Le conseiller examine toutes les affaires dans lesquelles les intérêts du ministère sont en jeu, et qu'il soit qui en conséquence déférées, il rédige des mémoires sur la suite qu'il y a à y donner selon les voies légales; il défend les intérêts du ministère dans les questions litigieuses. Il donne son avis par écrit sur toutes les questions légales qui lui seront soumises tant par le ministre que par le conseil des travaux publics et les directeurs. Il vérifie et rectifie ou rédige le projet de conventions à passer entre le ministère et les particuliers. Il représente en personne le ministère devant les tribunaux, et dresse toutes les pièces et rapports concernant la procédure à suivre. (839, 1493, 1098, 1703)
paragraph: Votre Exc. fait remarquer que le Dr. Koëlle et « ses collègues » (il n'a pas de collègue, il est tout seul) n'auraient « pas pu exercer leur mission en Grèce, en Serbie, en Roumanie et au Monténégro ». Si tel est le cas — ce dont je suis fort disposé de douter — les ministres de Grèce, Roumanie et Serbie ont répondu avec indignation l'assertion que ce qui concerne leur pays. Je ne vois pas comment cela peut justifier les procédés de la Porte vis-à-vis du Dr. Koëlle. Il est permis aux missionnaires de résider dans les États du Sultan et je rends volontiers justice à l'esprit de liberté religieuse qui les met à même de le faire. Chaque de leur mission est parfaitement connu par tout le monde. La condition à laquelle ils l'exercent est, comme V. E. le dit très bien, que « ils n'insultent point les religions et les cultes qui ont « des droits à la protection souveraine » et de ne préparer aucune entreprise « de nature à troubler l'ordre public. Mais le Dr. Koëlle a-t-il fait aucune de ces choses? Dans le cas affirmatif, il aurait été responsable devant les lois du pays en violant l'engagement tacite ainsi dirigé qu'il a pris en venant y habiter. Il n'a ni publié, ni distribué ses manuscrits qui étaient sa propriété privée et dont personne n'avait le droit d'examiner la nature. (25, 413, 283, 781)
salutation: Monsieur l'Ambassadeur, (311, 84, 449, 96)
paragraph: Art. X. — Il appartient au ministère des travaux publics de décider et d'exécuter tous les travaux ayant un caractère d'utilité générale et ceux d'intérêt local qui en raison de leur importance nécessitent le concours de l'État. Quant aux travaux ordinaires d'intérêt local les gouverneurs généraux sont autorisés à les décider et à les exécuter sur l'avis et par les soins des ingénieurs du vilayet. (568, 1473, 826, 1590)
paragraph: Le docteur Barth, qui a parcouru le Soudan dans tous les sens, traînait avec lui de nombreux bagages, parmi lesquels un bateau démonté, fabriqué en Europe, et permit à Overweg, son compagnon, d'explorer le lac Tsâd et ses îles. Barth dissémina partout aux chefs des peuplades de nombreux présents. Cependant, les frais de son voyage et ceux de Richardson et Overweg, qu'il accompagnait au Soudan et au pays de la mort, ne dépassèrent pas deux mille thalers, dus par l'expédition qui les avaient précédés, ne s'élevèrent, pour six ans, qu'à la somme totale de dix mille thalers, 37,500 fr. (1383, 917, 1630, 1114)
paragraph: D'un côté, gémissent des hordes de la traite faite par d'avides marchands arabes sur cette race noire, qu'ils appauvrissent chaque année, d'après des documents les plus sérieux, de plus de cent mille personnes, l'humanité s'efforce de circonscrire ce trafic infâme, et d'arriver peu à peu à le rendre absolument impossible. (1111, 1051, 1369, 1156)
titre-heading: TITRE V. (935, 1835, 1002, 1850)
paragraph: Il n'est pas à la louange de l'efficacité de la Police si elle n'aurait pas pu prévenir les désordres qui auraient pu résulter du fait des visites du Dr Koëlle dans une maison musulmane. Mais d'après l'information qu'il a reçue, j'ai toutes raison d'être convaincu qu'il n'y avait aucun danger de pareils désordres. (25, 40, 283, 131)
paragraph: La première de ces routes, à l'est, part de Kobbé, capitale du Dar-For, traverse les oasis égyptiennes de Sid-Semit et de Ain-Clieb, et vient toucher le Nil à Syout. (1111, 1880, 1369, 1932)
paragraph: De race berbère, ces tribus se sont constituées les convoyeurs des caravanes qui, en dépit de tous obstacles et de tous dangers, vont porter dans le Soudan quelques produits manufacturés de l'Europe, et rapportent, en échange, les produits soudaniens, tels que le « henné », par exemple, dont on fait en Turquie, et surtout en Asie, un si grand usage. (1111, 1700, 1369, 1805)
paragraph: Art. XXIV. — Le directeur général des chemins de fer propose au ministre la nomination ou la révocation de tout le personnel dépendant de la direction générale des chemins de fer, ingénieurs, conducteurs, employés de bureaux, inspecteurs et contrôleurs. Il veille à la bonne exécution et à l'exploitation régulière des lignes construites et exploitées. Il contrôle la construction ou l'exploitation de celles construites par voie de concession et veille à la parfaite exécution des contrats qui lient les compagnies envers l'État. (839, 1199, 1098, 1356)
col1-paragraphs (25, 40, 283, 2095)
paragraph: En effet, si le Nil à l'Orient et le Niger à l'Occident traversent les deux extrémités du Soudan, par contre au nord, sur une longueur de près de 5,000 kilomètres, les déserts de Libye et de Sahara opposent les plus grands obstacles aux communications, entre la région soudanienne et cette partie de l'Afrique que baigne la Méditerranée. Cependant, la nature a permis que, sur quelques points, des bouquets d'oasis émergeassent de cette immense mer de sable. Ces oasis sont habitées par les Tebbous et par les Touaregs. (1111, 1539, 1369, 1697)
paragraph: Art. VII. — Le ministre dresse pour chaque exercice le budget de son département en restant dans la limite des règlements et en tenant compte des besoins du service, il le présente au ministère des finances et répartit les sommes qui y sont accordées, selon le degré d'importance et de nécessité des travaux à exécuter; il demande au ministère des finances et fait parvenir aux gouverneurs des vilayets les délégations représentant le montant des dépenses à effectuer dans chaque province au titre des travaux publics, et veille au bon emploi de ces fonds. (568, 791, 826, 962)
paragraph: Art. 1er. — Le ministre des travaux publics est dirigé par un ministre qui est assisté par un sous secrétaire d'État (mustechar), un directeur de la correspondance (mektoubdji) un directeur général des ponts et chaussées, un conseiller technique, un conseiller légal et un directeur général des chemins de fer. (296, 1707, 555, 1799)
paragraph: Art. VIII. — Pour toute demande d'autorisation ou de concession de travaux d'utilité publique si, après examen fait par le ministère des travaux publics, il est constaté que les conditions proposées par les demandeurs sont conformes aux lois et règlements en vigueur et au cahier des charges général, et qu'elles ne nécessitent pas un sacrifice matériel de la part de l'État ou de la population, le ministre adressera au premier ministère pour être soumis directement à la sanction impériale les projets de convention et cahiers des charges y relatifs, ainsi qu'il en tient les détails à la suite de l'étude des projets. Et le deferer à aucun autre département. (568, 965, 826, 1175)
paragraph: Art. XXV. — Le conseiller technique a pour attributions de donner son avis sur tous les travaux, de contrôler l'enseignement dans l'École du génie civil, de dresser les diplômes constatant le degré de capacité des élèves de cette école après qu'il leur aura fait subir un examen, d'indiquer toutes instructions, et enfin de rédiger des rapports sur toutes les questions que le ministre déférera à son examen. (839, 1359, 1098, 1490)
soudan-title: Le Soudan (1206, 738, 1275, 751)
paragraph: Cela dit pour restituer à ma note du 15 courant son véritable caractère, je relève que la réponse de V. E. comprend deux ordres d'idées qui exigent d'être considérées et traitées séparément savoir: la discussion des faits et celle des principes. (296, 449, 555, 528)
paragraph: En second lieu, pour ce qui concerne l'arrestation des étrangers et les devoirs qui incombent en pareil cas aux autorités ottomanes, je crois pouvoir définir ainsi qu'il suit les droits respectifs du gouvernement impérial et des missions étrangères. (296, 1162, 555, 1241)
